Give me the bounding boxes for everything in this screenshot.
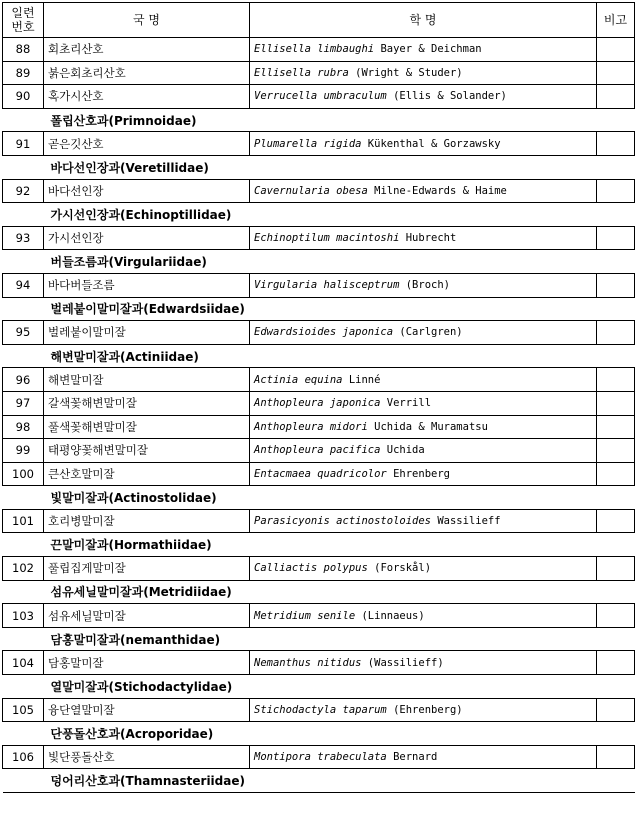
serial-number-cell: 96 xyxy=(3,368,44,392)
author-citation: Milne-Edwards & Haime xyxy=(374,184,507,197)
table-row xyxy=(3,85,635,109)
scientific-name-cell xyxy=(250,698,597,722)
table-row xyxy=(3,179,635,203)
scientific-name-cell xyxy=(250,61,597,85)
table-row xyxy=(3,439,635,463)
family-heading-row xyxy=(3,722,635,746)
korean-name-cell: 호리병말미잘 xyxy=(44,509,250,533)
serial-number-cell: 92 xyxy=(3,179,44,203)
serial-number-cell: 104 xyxy=(3,651,44,675)
note-cell xyxy=(597,509,635,533)
family-heading-row xyxy=(3,344,635,368)
binomial-name: Parasicyonis actinostoloides xyxy=(254,515,432,528)
korean-name-cell: 바다선인장 xyxy=(44,179,250,203)
note-cell xyxy=(597,604,635,628)
table-row xyxy=(3,132,635,156)
binomial-name: Cavernularia obesa xyxy=(254,184,368,197)
author-citation: Ehrenberg xyxy=(393,467,450,480)
binomial-name: Entacmaea quadricolor xyxy=(254,467,387,480)
korean-name-cell: 섬유세닐말미잘 xyxy=(44,604,250,628)
table-row xyxy=(3,368,635,392)
note-cell xyxy=(597,698,635,722)
author-citation: (Ehrenberg) xyxy=(393,703,463,716)
scientific-name-cell xyxy=(250,132,597,156)
scientific-name-cell xyxy=(250,745,597,769)
table-row xyxy=(3,698,635,722)
family-heading-row xyxy=(3,108,635,132)
family-heading: 덩어리산호과(Thamnasteriidae) xyxy=(3,769,635,793)
family-heading-row xyxy=(3,627,635,651)
scientific-name-cell xyxy=(250,462,597,486)
scientific-name-cell xyxy=(250,557,597,581)
family-heading: 담홍말미잘과(nemanthidae) xyxy=(3,627,635,651)
family-heading-row xyxy=(3,769,635,793)
note-cell xyxy=(597,557,635,581)
serial-number-cell: 102 xyxy=(3,557,44,581)
binomial-name: Nemanthus nitidus xyxy=(254,656,362,669)
scientific-name-cell xyxy=(250,85,597,109)
scientific-name-cell xyxy=(250,651,597,675)
scientific-name-cell xyxy=(250,439,597,463)
note-cell xyxy=(597,273,635,297)
binomial-name: Plumarella rigida xyxy=(254,137,362,150)
family-heading: 열말미잘과(Stichodactylidae) xyxy=(3,675,635,699)
serial-number-cell: 101 xyxy=(3,509,44,533)
family-heading-row xyxy=(3,675,635,699)
serial-number-cell: 99 xyxy=(3,439,44,463)
scientific-name-cell xyxy=(250,391,597,415)
scientific-name-cell xyxy=(250,321,597,345)
binomial-name: Anthopleura midori xyxy=(254,420,368,433)
korean-name-cell: 곧은깃산호 xyxy=(44,132,250,156)
family-heading-row xyxy=(3,203,635,227)
scientific-name-cell xyxy=(250,273,597,297)
binomial-name: Calliactis polypus xyxy=(254,562,368,575)
serial-number-cell: 97 xyxy=(3,391,44,415)
table-row xyxy=(3,604,635,628)
note-cell xyxy=(597,651,635,675)
author-citation: Uchida xyxy=(386,444,425,457)
author-citation: (Wassilieff) xyxy=(367,656,444,669)
table-row xyxy=(3,61,635,85)
table-row xyxy=(3,462,635,486)
binomial-name: Stichodactyla taparum xyxy=(254,703,387,716)
table-row xyxy=(3,38,635,62)
author-citation: Hubrecht xyxy=(405,232,457,245)
table-body xyxy=(3,38,635,793)
family-heading: 버들조름과(Virgulariidae) xyxy=(3,250,635,274)
note-cell xyxy=(597,132,635,156)
binomial-name: Edwardsioides japonica xyxy=(254,326,394,339)
author-citation: (Forskål) xyxy=(374,562,432,575)
binomial-name: Echinoptilum macintoshi xyxy=(254,232,400,245)
note-cell xyxy=(597,462,635,486)
serial-number-cell: 103 xyxy=(3,604,44,628)
scientific-name-cell xyxy=(250,604,597,628)
serial-number-cell: 88 xyxy=(3,38,44,62)
korean-name-cell: 태평양꽃해변말미잘 xyxy=(44,439,250,463)
family-heading: 벌레붙이말미잘과(Edwardsiidae) xyxy=(3,297,635,321)
note-cell xyxy=(597,368,635,392)
korean-name-cell: 바다버들조름 xyxy=(44,273,250,297)
header-note: 비고 xyxy=(597,3,635,38)
table-row xyxy=(3,321,635,345)
family-heading: 끈말미잘과(Hormathiidae) xyxy=(3,533,635,557)
note-cell xyxy=(597,179,635,203)
note-cell xyxy=(597,85,635,109)
serial-number-cell: 90 xyxy=(3,85,44,109)
family-heading: 단풍돌산호과(Acroporidae) xyxy=(3,722,635,746)
family-heading-row xyxy=(3,486,635,510)
author-citation: Uchida & Muramatsu xyxy=(374,420,488,433)
serial-number-cell: 100 xyxy=(3,462,44,486)
family-heading: 섬유세닐말미잘과(Metridiidae) xyxy=(3,580,635,604)
table-row xyxy=(3,415,635,439)
table-row xyxy=(3,273,635,297)
serial-number-cell: 94 xyxy=(3,273,44,297)
family-heading-row xyxy=(3,297,635,321)
binomial-name: Actinia equina xyxy=(254,373,343,386)
korean-name-cell: 빛단풍돌산호 xyxy=(44,745,250,769)
serial-number-cell: 95 xyxy=(3,321,44,345)
korean-name-cell: 회초리산호 xyxy=(44,38,250,62)
binomial-name: Virgularia halisceptrum xyxy=(254,279,400,292)
author-citation: (Broch) xyxy=(405,279,450,292)
family-heading-row xyxy=(3,155,635,179)
author-citation: (Carlgren) xyxy=(399,326,463,339)
serial-number-cell: 105 xyxy=(3,698,44,722)
note-cell xyxy=(597,439,635,463)
korean-name-cell: 가시선인장 xyxy=(44,226,250,250)
family-heading: 빛말미잘과(Actinostolidae) xyxy=(3,486,635,510)
binomial-name: Verrucella umbraculum xyxy=(254,90,387,103)
scientific-name-cell xyxy=(250,509,597,533)
binomial-name: Metridium senile xyxy=(254,609,356,622)
family-heading-row xyxy=(3,580,635,604)
korean-name-cell: 풀립집게말미잘 xyxy=(44,557,250,581)
serial-number-cell: 89 xyxy=(3,61,44,85)
author-citation: Linné xyxy=(348,373,381,386)
author-citation: Bernard xyxy=(393,751,438,764)
header-row xyxy=(3,3,635,38)
family-heading: 폴립산호과(Primnoidae) xyxy=(3,108,635,132)
header-korean-name: 국 명 xyxy=(44,3,250,38)
table-row xyxy=(3,226,635,250)
author-citation: Kükenthal & Gorzawsky xyxy=(367,137,501,150)
note-cell xyxy=(597,415,635,439)
binomial-name: Ellisella rubra xyxy=(254,66,349,79)
korean-name-cell: 담홍말미잘 xyxy=(44,651,250,675)
table-row xyxy=(3,557,635,581)
note-cell xyxy=(597,226,635,250)
note-cell xyxy=(597,391,635,415)
table-row xyxy=(3,509,635,533)
table-row xyxy=(3,651,635,675)
korean-name-cell: 혹가시산호 xyxy=(44,85,250,109)
serial-number-cell: 91 xyxy=(3,132,44,156)
author-citation: Wassilieff xyxy=(437,515,501,528)
binomial-name: Anthopleura pacifica xyxy=(254,444,381,457)
author-citation: Bayer & Deichman xyxy=(380,43,482,56)
note-cell xyxy=(597,61,635,85)
binomial-name: Montipora trabeculata xyxy=(254,751,387,764)
note-cell xyxy=(597,38,635,62)
scientific-name-cell xyxy=(250,226,597,250)
species-table xyxy=(2,2,635,793)
binomial-name: Ellisella limbaughi xyxy=(254,43,375,56)
scientific-name-cell xyxy=(250,179,597,203)
author-citation: (Wright & Studer) xyxy=(355,66,463,79)
header-serial-number: 일련 번호 xyxy=(3,3,44,38)
serial-number-cell: 93 xyxy=(3,226,44,250)
binomial-name: Anthopleura japonica xyxy=(254,397,381,410)
family-heading: 바다선인장과(Veretillidae) xyxy=(3,155,635,179)
korean-name-cell: 갈색꽃해변말미잘 xyxy=(44,391,250,415)
scientific-name-cell xyxy=(250,38,597,62)
note-cell xyxy=(597,321,635,345)
korean-name-cell: 융단열말미잘 xyxy=(44,698,250,722)
serial-number-cell: 106 xyxy=(3,745,44,769)
korean-name-cell: 붉은회초리산호 xyxy=(44,61,250,85)
family-heading-row xyxy=(3,533,635,557)
author-citation: Verrill xyxy=(386,397,432,410)
korean-name-cell: 큰산호말미잘 xyxy=(44,462,250,486)
family-heading-row xyxy=(3,250,635,274)
korean-name-cell: 풀색꽃해변말미잘 xyxy=(44,415,250,439)
header-scientific-name: 학 명 xyxy=(250,3,597,38)
korean-name-cell: 해변말미잘 xyxy=(44,368,250,392)
note-cell xyxy=(597,745,635,769)
family-heading: 해변말미잘과(Actiniidae) xyxy=(3,344,635,368)
korean-name-cell: 벌레붙이말미잘 xyxy=(44,321,250,345)
table-row xyxy=(3,745,635,769)
scientific-name-cell xyxy=(250,415,597,439)
author-citation: (Ellis & Solander) xyxy=(393,90,507,103)
author-citation: (Linnaeus) xyxy=(361,609,425,622)
scientific-name-cell xyxy=(250,368,597,392)
table-row xyxy=(3,391,635,415)
serial-number-cell: 98 xyxy=(3,415,44,439)
family-heading: 가시선인장과(Echinoptillidae) xyxy=(3,203,635,227)
